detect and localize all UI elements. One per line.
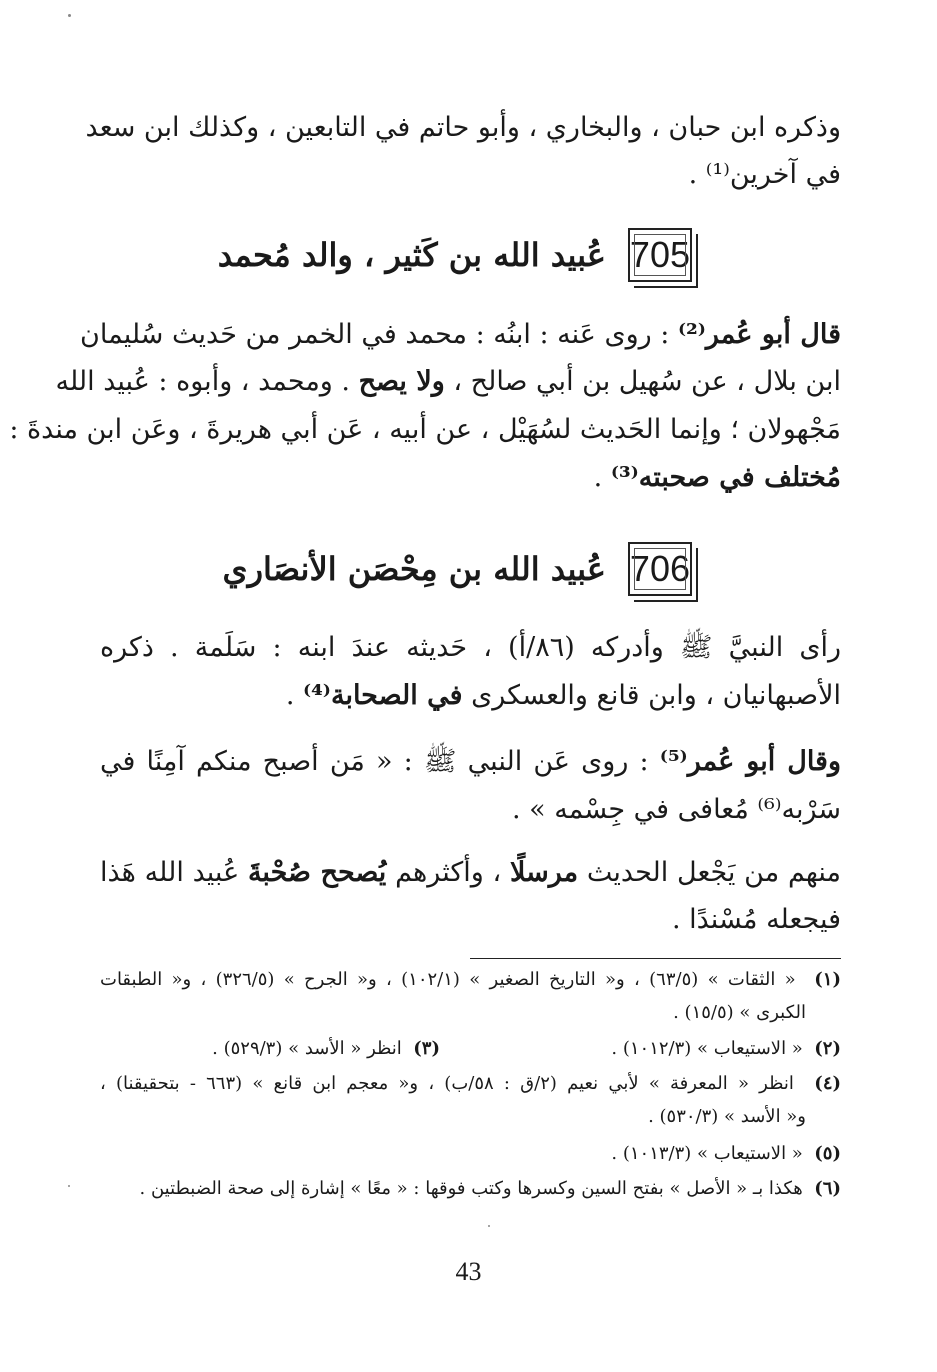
footnote-3: (٣) انظر « الأسد » (٥٢٩/٣) .	[212, 1038, 440, 1059]
scan-speck	[488, 1225, 490, 1227]
entry-name: عُبيد الله بن كَثير ، والد مُحمد	[217, 236, 606, 274]
entry-705-line-3: مَجْهولان ؛ وإنما الحَديث لسُهَيْل ، عن أبيه ، عَن أبي هريرةَ ، وعَن ابن مندةَ :	[9, 414, 841, 445]
entry-706-line-2: الأصبهانيان ، وابن قانع والعسكرى في الصحابة⁽⁴⁾ .	[285, 680, 841, 711]
scan-speck	[68, 14, 71, 17]
entry-706-line-5: منهم من يَجْعل الحديث مرسلًا ، وأكثرهم يُصحح صُحْبةَ عُبيد الله هَذا	[100, 857, 841, 888]
entry-number: 706	[629, 548, 690, 589]
footnote-number: (٣)	[413, 1038, 440, 1059]
emphasis: مُختلف في صحبته⁽³⁾	[610, 462, 841, 493]
footnote-number: (٢)	[814, 1038, 841, 1059]
top-paragraph-line-2: في آخرين⁽¹⁾ .	[688, 159, 841, 190]
scan-speck	[68, 1185, 70, 1187]
footnote-4-line-1: (٤) انظر « المعرفة » لأبي نعيم (٢/ق : ٥٨/ب) ، و« معجم ابن قانع » (٦٦٣ - بتحقيقنا) ،	[100, 1073, 842, 1094]
entry-705-line-2: ابن بلال ، عن سُهيل بن أبي صالح ، ولا يصح . ومحمد ، وأبوه : عُبيد الله	[55, 366, 841, 397]
entry-heading-706	[222, 542, 692, 596]
entry-number-box	[628, 228, 692, 282]
footnote-1-line-2: الكبرى » (١٥/٥) .	[673, 1002, 806, 1023]
footnote-divider	[470, 958, 841, 959]
author-citation: قال أبو عُمر⁽²⁾	[677, 319, 841, 350]
entry-706-line-1: رأى النبيَّ ﷺ وأدركه (٨٦/أ) ، حَديثه عندَ ابنه : سَلَمة . ذكره	[100, 632, 841, 663]
emphasis: ولا يصح	[358, 366, 445, 397]
entry-heading-705	[217, 228, 692, 282]
entry-705-line-1: قال أبو عُمر⁽²⁾ : روى عَنه : ابنُه : محمد في الخمر من حَديث سُليمان	[80, 319, 841, 350]
footnote-number: (٦)	[814, 1178, 841, 1199]
author-citation: وقال أبو عُمر⁽⁵⁾	[659, 746, 842, 777]
entry-706-line-6: فيجعله مُسْندًا .	[671, 904, 841, 935]
entry-name: عُبيد الله بن مِحْصَن الأنصَاري	[222, 550, 606, 588]
entry-number-box	[628, 542, 692, 596]
emphasis: يُصحح صُحْبةَ	[247, 857, 387, 888]
emphasis: مرسلًا	[510, 857, 579, 888]
footnote-5: (٥) « الاستيعاب » (١٠١٣/٣) .	[611, 1143, 841, 1164]
footnote-number: (١)	[814, 969, 841, 990]
emphasis: في الصحابة⁽⁴⁾	[303, 680, 463, 711]
top-paragraph-line-1: وذكره ابن حبان ، والبخاري ، وأبو حاتم في التابعين ، وكذلك ابن سعد	[85, 112, 841, 143]
footnote-2: (٢) « الاستيعاب » (١٠١٢/٣) .	[611, 1038, 841, 1059]
page-number: 43	[455, 1257, 482, 1286]
footnote-number: (٥)	[814, 1143, 841, 1164]
entry-number: 705	[629, 234, 690, 275]
footnote-6: (٦) هكذا بـ « الأصل » بفتح السين وكسرها وكتب فوقها : « معًا » إشارة إلى صحة الضبطتين .	[139, 1178, 841, 1199]
entry-706-line-4: سَرْبه⁽⁶⁾ مُعافى في جِسْمه » .	[511, 794, 841, 825]
footnote-number: (٤)	[814, 1073, 842, 1094]
footnote-4-line-2: و« الأسد » (٥٣٠/٣) .	[648, 1106, 806, 1127]
entry-705-line-4: مُختلف في صحبته⁽³⁾ .	[593, 462, 841, 493]
entry-706-line-3: وقال أبو عُمر⁽⁵⁾ : روى عَن النبي ﷺ : « مَن أصبح منكم آمِنًا في	[100, 746, 842, 777]
footnote-1-line-1: (١) « الثقات » (٦٣/٥) ، و« التاريخ الصغير » (١٠٢/١) ، و« الجرح » (٣٢٦/٥) ، و« الطبقات	[100, 969, 841, 990]
